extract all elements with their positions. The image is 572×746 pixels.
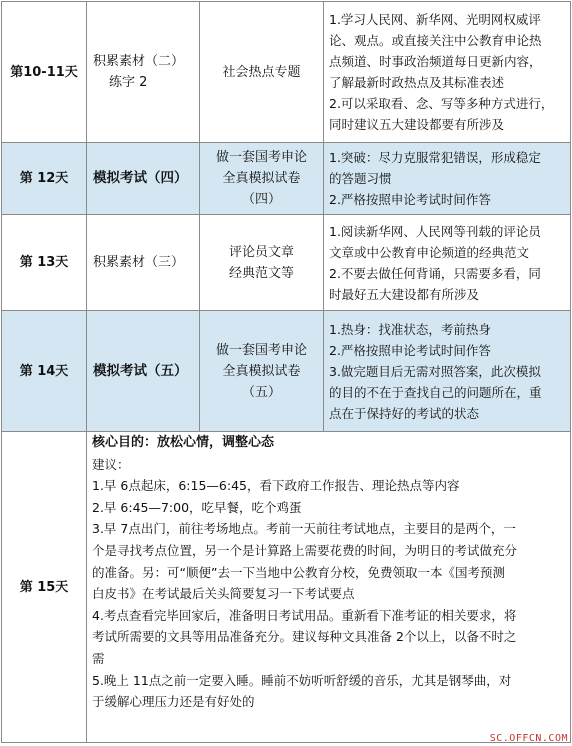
task-line: 模拟考试（五） [93,362,188,379]
final-day-cell [87,432,571,743]
notes-line: 了解最新时政热点及其标准表述 [329,75,505,90]
plan-row-day-12 [2,143,571,215]
day-cell: 第10-11天 [2,2,87,143]
plan-row-day-10-11 [2,2,571,143]
content-line: 做一套国考申论 [215,150,307,165]
notes-line: 2.可以采取看、念、写等多种方式进行， [329,96,554,111]
notes-line: 1.学习人民网、新华网、光明网权威评 [329,12,541,27]
content-line: （五） [241,384,281,400]
advice-line: 个是寻找考点位置，另一个是计算路上需要花费的时间，为明日的考试做充分 [92,542,518,558]
notes-cell [324,311,571,432]
task-cell [87,215,200,311]
content-line: 评论员文章 [228,244,294,260]
day-cell: 第 15天 [2,432,87,743]
advice-line: 考试所需要的文具等用品准备充分。建议每种文具准备 2个以上，以备不时之 [92,629,517,645]
plan-row-day-15 [2,432,571,743]
content-line: 全真模拟试卷 [222,171,301,186]
task-cell [87,2,200,143]
task-line: 模拟考试（四） [93,170,188,186]
notes-line: 时最好五大建设都有所涉及 [329,286,480,302]
plan-row-day-14 [2,311,571,432]
advice-line: 于缓解心理压力还是有好处的 [92,694,255,710]
core-purpose-heading: 核心目的：放松心情，调整心态 [92,435,275,450]
advice-line: 的准备。另：可“顺便”去一下当地中公教育分校，免费领取一本《国考预测 [92,564,505,580]
content-cell [200,215,324,311]
advice-line: 需 [92,650,105,666]
notes-line: 的目的不在于查找自己的问题所在，重 [329,384,542,400]
content-cell [200,143,324,215]
advice-line: 建议： [92,456,130,472]
task-line: 积累素材（二） [93,54,185,69]
notes-line: 同时建议五大建设都要有所涉及 [329,117,505,132]
day-cell: 第 12天 [2,143,87,215]
notes-cell [324,143,571,215]
day-cell: 第 14天 [2,311,87,432]
notes-line: 的答题习惯 [329,171,392,186]
task-line: 练字 2 [109,75,148,90]
notes-line: 论、观点。或直接关注中公教育申论热 [329,33,542,48]
content-cell [200,2,324,143]
task-cell [87,311,200,432]
advice-line: 3.早 7点出门，前往考场地点。考前一天前往考试地点，主要目的是两个，一 [92,521,516,537]
content-cell [200,311,324,432]
advice-line: 白皮书》在考试最后关头简要复习一下考试要点 [92,586,355,602]
advice-line: 4.考点查看完毕回家后，准备明日考试用品。重新看下准考证的相关要求，将 [92,607,517,623]
plan-row-day-13 [2,215,571,311]
content-line: 全真模拟试卷 [222,363,301,379]
notes-line: 3.做完题目后无需对照答案，此次模拟 [329,363,541,379]
content-line: （四） [241,192,281,207]
content-line: 社会热点专题 [222,64,301,80]
notes-line: 1.阅读新华网、人民网等刊载的评论员 [329,223,541,239]
notes-line: 2.严格按照申论考试时间作答 [329,342,491,358]
notes-line: 2.严格按照申论考试时间作答 [329,192,491,207]
notes-line: 2.不要去做任何背诵，只需要多看，同 [329,265,541,281]
content-line: 经典范文等 [228,265,294,281]
content-line: 做一套国考申论 [215,342,307,358]
task-cell [87,143,200,215]
notes-line: 文章或中公教育申论频道的经典范文 [329,244,530,260]
notes-line: 点频道、时事政治频道每日更新内容， [329,54,542,69]
task-line: 积累素材（三） [93,255,185,270]
day-cell: 第 13天 [2,215,87,311]
advice-line: 2.早 6:45—7:00，吃早餐，吃个鸡蛋 [92,499,302,515]
notes-cell [324,2,571,143]
notes-line: 点在于保持好的考试的状态 [329,405,480,421]
notes-line: 1.热身：找准状态，考前热身 [329,321,491,337]
advice-line: 1.早 6点起床，6:15—6:45，看下政府工作报告、理论热点等内容 [92,478,460,494]
study-plan-table [1,1,571,743]
advice-line: 5.晚上 11点之前一定要入睡。睡前不妨听听舒缓的音乐，尤其是钢琴曲，对 [92,672,512,688]
notes-line: 1.突破：尽力克服常犯错误，形成稳定 [329,150,541,165]
notes-cell [324,215,571,311]
site-watermark: SC.OFFCN.COM [489,733,568,744]
